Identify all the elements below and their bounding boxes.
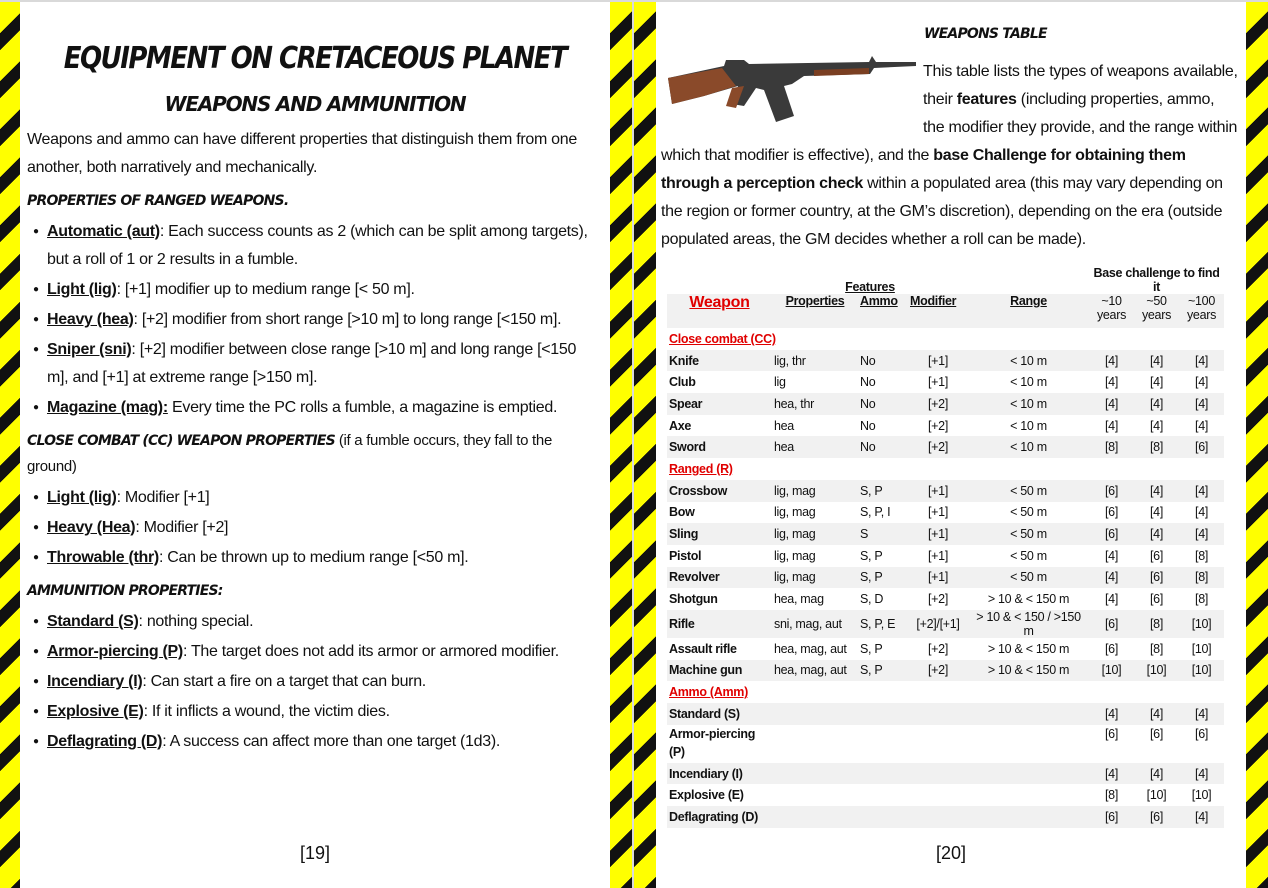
- cc-note: (if a fumble occurs, they fall to the ground): [27, 432, 552, 475]
- property-term: Heavy (hea): [47, 311, 134, 328]
- challenge-10-years-cell: [4]: [1105, 592, 1118, 607]
- challenge-100-years-cell: [10]: [1191, 788, 1212, 803]
- challenge-10-years-cell: [4]: [1105, 418, 1118, 433]
- property-term: Heavy (Hea): [47, 519, 136, 536]
- challenge-10-years-cell: [8]: [1105, 788, 1118, 803]
- property-item: [47, 336, 600, 392]
- properties-cell: sni, mag, aut: [772, 610, 858, 638]
- range-cell: > 10 & < 150 m: [987, 592, 1070, 607]
- range-cell: > 10 & < 150 m: [968, 660, 1089, 682]
- column-header-label: Modifier: [910, 294, 957, 308]
- table-row: [667, 638, 1224, 660]
- properties-cell: lig, mag: [774, 548, 816, 563]
- table-row: [667, 784, 1224, 806]
- intro-text: Weapons and ammo can have different properties that distinguish them from one another, both narratively and mechanically.: [27, 131, 577, 176]
- weapon-cell: Bow: [669, 505, 695, 520]
- modifier-cell: [+1]: [928, 505, 948, 520]
- challenge-10-years-cell: [4]: [1089, 703, 1134, 725]
- ammo-cell: S, P, E: [858, 610, 908, 638]
- table-row: [667, 703, 1224, 725]
- challenge-100-years-cell: [4]: [1195, 418, 1209, 433]
- modifier-cell: [+1]: [908, 480, 968, 502]
- modifier-cell: [+2]: [908, 436, 968, 458]
- challenge-100-years-cell: [8]: [1195, 592, 1209, 607]
- property-term: Explosive (E): [47, 703, 144, 720]
- weapon-cell: Incendiary (I): [667, 763, 772, 785]
- property-description: : Modifier [+2]: [135, 519, 229, 536]
- properties-cell: [772, 703, 858, 725]
- property-description: : [+2] modifier between close range [>10 m] and long range [<150 m], and [+1] at extreme range [>150 m].: [47, 341, 577, 386]
- property-item: [47, 698, 600, 726]
- property-term: Incendiary (I): [47, 673, 143, 690]
- properties-cell: hea, mag, aut: [774, 641, 847, 656]
- section-title: [667, 681, 1224, 703]
- range-cell: < 50 m: [968, 480, 1089, 502]
- property-description: : A success can affect more than one target (1d3).: [162, 733, 501, 750]
- table-row: [667, 806, 1224, 828]
- ammo-properties-list: [47, 608, 600, 756]
- property-description: : Each success counts as 2 (which can be split among targets), but a roll of 1 or 2 results in a fumble.: [47, 223, 588, 268]
- property-item: [47, 276, 600, 304]
- weapon-cell: Sword: [667, 436, 772, 458]
- section-title: [667, 458, 1224, 480]
- table-group-header-row: [667, 266, 1224, 294]
- page-20: [656, 2, 1246, 888]
- ammo-cell: [858, 725, 908, 763]
- weapon-cell: Axe: [669, 418, 692, 433]
- property-description: : If it inflicts a wound, the victim dies.: [143, 703, 390, 720]
- challenge-100-years-cell: [4]: [1179, 480, 1224, 502]
- range-cell: < 50 m: [968, 523, 1089, 545]
- challenge-10-years-cell: [4]: [1089, 393, 1134, 415]
- weapon-cell: Deflagrating (D): [667, 806, 772, 828]
- ammo-cell: S: [858, 523, 908, 545]
- column-header: ~100 years: [1179, 294, 1224, 328]
- modifier-cell: [908, 763, 968, 785]
- weapon-cell: Assault rifle: [669, 641, 737, 656]
- weapon-cell: Armor-piercing (P): [669, 726, 756, 759]
- table-row: [667, 588, 1224, 610]
- features-group-header: [772, 266, 968, 294]
- challenge-50-years-cell: [4]: [1134, 350, 1179, 372]
- table-row: [667, 350, 1224, 372]
- challenge-10-years-cell: [4]: [1089, 567, 1134, 589]
- properties-cell: hea, mag, aut: [772, 660, 858, 682]
- weapon-cell: Explosive (E): [669, 788, 744, 803]
- section-title: WEAPONS AND AMMUNITION: [164, 92, 466, 116]
- modifier-cell: [+1]: [928, 548, 948, 563]
- challenge-100-years-cell: [4]: [1179, 703, 1224, 725]
- property-description: : nothing special.: [138, 613, 254, 630]
- challenge-50-years-cell: [6]: [1134, 806, 1179, 828]
- range-cell: > 10 & < 150 m: [987, 641, 1070, 656]
- table-header-row: [667, 294, 1224, 328]
- ammo-cell: [858, 784, 908, 806]
- property-term: Deflagrating (D): [47, 733, 163, 750]
- ammo-cell: No: [858, 393, 908, 415]
- range-cell: < 10 m: [968, 393, 1089, 415]
- range-cell: < 10 m: [1010, 418, 1047, 433]
- hazard-stripe-center-right: [634, 2, 656, 888]
- modifier-cell: [+2]: [908, 393, 968, 415]
- challenge-100-years-cell: [6]: [1195, 726, 1209, 741]
- weapon-cell: Club: [669, 375, 696, 390]
- weapon-cell: Spear: [667, 393, 772, 415]
- challenge-50-years-cell: [6]: [1150, 726, 1163, 741]
- challenge-10-years-cell: [10]: [1089, 660, 1134, 682]
- weapon-cell: Pistol: [669, 548, 702, 563]
- challenge-50-years-cell: [4]: [1134, 703, 1179, 725]
- column-header: [667, 294, 772, 328]
- property-item: [47, 608, 600, 636]
- property-item: [47, 638, 600, 666]
- modifier-cell: [+1]: [908, 523, 968, 545]
- challenge-50-years-cell: [4]: [1134, 523, 1179, 545]
- challenge-50-years-cell: [4]: [1134, 763, 1179, 785]
- ammo-heading: AMMUNITION PROPERTIES:: [27, 583, 223, 599]
- page-number: [19]: [299, 843, 331, 863]
- challenge-10-years-cell: [4]: [1105, 548, 1118, 563]
- properties-cell: [772, 763, 858, 785]
- properties-cell: [772, 725, 858, 763]
- properties-cell: lig, mag: [772, 567, 858, 589]
- weapons-table-intro: [661, 58, 1238, 254]
- section-title-label: Ranged (R): [669, 461, 733, 476]
- table-row: [667, 393, 1224, 415]
- intro-part: within a populated area (this may vary depending on the region or former country, at the GM’s discretion), depending on the era (outside populated areas, the GM decides whether a roll can be made).: [661, 175, 1223, 248]
- table-row: [667, 415, 1224, 437]
- challenge-10-years-cell: [6]: [1105, 505, 1118, 520]
- section-row: [667, 328, 1224, 350]
- property-description: Every time the PC rolls a fumble, a magazine is emptied.: [167, 399, 558, 416]
- property-item: [47, 306, 600, 334]
- properties-cell: lig: [774, 375, 786, 390]
- weapon-cell: Standard (S): [667, 703, 772, 725]
- column-header: ~50 years: [1134, 294, 1179, 328]
- challenge-100-years-cell: [4]: [1195, 375, 1209, 390]
- ammo-cell: No: [860, 418, 876, 433]
- weapons-table-heading: WEAPONS TABLE: [924, 26, 1047, 42]
- table-row: [667, 660, 1224, 682]
- challenge-50-years-cell: [6]: [1134, 567, 1179, 589]
- intro-bold: base Challenge for obtaining them through a perception check: [661, 147, 1186, 192]
- challenge-100-years-cell: [4]: [1195, 505, 1209, 520]
- property-term: Standard (S): [47, 613, 139, 630]
- column-header-label: Ammo: [860, 294, 898, 308]
- ammo-cell: [858, 763, 908, 785]
- challenge-10-years-cell: [4]: [1089, 350, 1134, 372]
- modifier-cell: [+1]: [908, 567, 968, 589]
- hazard-stripe-right: [1246, 2, 1268, 888]
- challenge-50-years-cell: [10]: [1146, 788, 1167, 803]
- challenge-50-years-cell: [4]: [1150, 375, 1163, 390]
- challenge-10-years-cell: [4]: [1089, 763, 1134, 785]
- table-row: [667, 480, 1224, 502]
- modifier-cell: [+2]: [928, 641, 948, 656]
- property-item: [47, 218, 600, 274]
- modifier-cell: [+2]: [928, 418, 948, 433]
- challenge-50-years-cell: [4]: [1134, 393, 1179, 415]
- properties-cell: hea, mag: [774, 592, 824, 607]
- range-cell: > 10 & < 150 / >150 m: [968, 610, 1089, 638]
- range-cell: < 10 m: [968, 350, 1089, 372]
- properties-cell: hea, thr: [772, 393, 858, 415]
- challenge-100-years-cell: [10]: [1191, 641, 1212, 656]
- ammo-cell: S, P, I: [860, 505, 891, 520]
- properties-cell: lig, mag: [774, 505, 816, 520]
- range-cell: [968, 763, 1089, 785]
- range-cell: < 50 m: [968, 567, 1089, 589]
- ammo-cell: S, P: [858, 480, 908, 502]
- property-term: Armor-piercing (P): [47, 643, 183, 660]
- ammo-cell: S, P: [860, 548, 883, 563]
- property-term: Magazine (mag):: [47, 399, 168, 416]
- property-term: Light (lig): [47, 281, 117, 298]
- range-cell: < 10 m: [968, 436, 1089, 458]
- properties-cell: [772, 806, 858, 828]
- weapon-cell: Shotgun: [669, 592, 718, 607]
- ammo-cell: S, P: [858, 567, 908, 589]
- column-header: [858, 294, 908, 328]
- property-item: [47, 544, 600, 572]
- property-description: : [+2] modifier from short range [>10 m] to long range [<150 m].: [133, 311, 562, 328]
- weapon-cell: Knife: [667, 350, 772, 372]
- page-title: EQUIPMENT ON CRETACEOUS PLANET: [63, 41, 567, 77]
- table-row: [667, 545, 1224, 567]
- weapon-cell: Machine gun: [667, 660, 772, 682]
- challenge-100-years-cell: [4]: [1179, 393, 1224, 415]
- weapon-cell: Rifle: [667, 610, 772, 638]
- features-label: Features: [845, 280, 895, 294]
- property-description: : Modifier [+1]: [116, 489, 210, 506]
- challenge-50-years-cell: [8]: [1134, 610, 1179, 638]
- column-header-label: Range: [1010, 294, 1047, 308]
- challenge-10-years-cell: [4]: [1105, 375, 1118, 390]
- ammo-cell: [858, 806, 908, 828]
- ranged-heading: PROPERTIES OF RANGED WEAPONS.: [27, 193, 289, 209]
- column-header: [908, 294, 968, 328]
- challenge-10-years-cell: [6]: [1089, 480, 1134, 502]
- properties-cell: [772, 784, 858, 806]
- properties-cell: hea: [772, 436, 858, 458]
- challenge-100-years-cell: [10]: [1179, 660, 1224, 682]
- table-row: [667, 763, 1224, 785]
- ammo-cell: [858, 703, 908, 725]
- challenge-50-years-cell: [6]: [1150, 592, 1163, 607]
- intro-bold: features: [956, 91, 1017, 108]
- range-cell: < 50 m: [1010, 505, 1047, 520]
- base-challenge-header: Base challenge to find it: [1093, 266, 1220, 294]
- range-cell: < 50 m: [1010, 548, 1047, 563]
- column-header-label: Weapon: [689, 294, 750, 311]
- challenge-50-years-cell: [8]: [1150, 641, 1163, 656]
- challenge-100-years-cell: [10]: [1179, 610, 1224, 638]
- table-row: [667, 725, 1224, 763]
- range-cell: [968, 725, 1089, 763]
- ammo-cell: No: [858, 436, 908, 458]
- modifier-cell: [908, 806, 968, 828]
- challenge-50-years-cell: [4]: [1150, 418, 1163, 433]
- intro-part: This table lists the types of weapons available, their: [923, 63, 1238, 108]
- properties-cell: lig, thr: [772, 350, 858, 372]
- challenge-50-years-cell: [6]: [1150, 548, 1163, 563]
- challenge-100-years-cell: [4]: [1179, 806, 1224, 828]
- modifier-cell: [908, 784, 968, 806]
- section-title: [667, 328, 1224, 350]
- modifier-cell: [+2]: [928, 592, 948, 607]
- properties-cell: lig, mag: [772, 523, 858, 545]
- section-row: [667, 681, 1224, 703]
- property-term: Automatic (aut): [47, 223, 160, 240]
- cc-heading: [27, 428, 600, 480]
- range-cell: [968, 703, 1089, 725]
- table-row: [667, 610, 1224, 638]
- section-row: [667, 458, 1224, 480]
- property-description: : Can be thrown up to medium range [<50 m].: [158, 549, 469, 566]
- properties-cell: lig, mag: [772, 480, 858, 502]
- cc-heading-text: CLOSE COMBAT (CC) WEAPON PROPERTIES: [27, 433, 335, 449]
- challenge-10-years-cell: [6]: [1105, 726, 1118, 741]
- property-item: [47, 668, 600, 696]
- blank: [968, 266, 1089, 294]
- property-description: : Can start a fire on a target that can burn.: [142, 673, 426, 690]
- property-term: Light (lig): [47, 489, 117, 506]
- challenge-50-years-cell: [8]: [1134, 436, 1179, 458]
- property-item: [47, 728, 600, 756]
- property-description: : [+1] modifier up to medium range [< 50 m].: [116, 281, 415, 298]
- challenge-10-years-cell: [6]: [1089, 610, 1134, 638]
- challenge-50-years-cell: [4]: [1150, 505, 1163, 520]
- intro-part: (including properties, ammo, the modifier they provide, and the range within which that modifier is effective), and the: [661, 91, 1238, 164]
- challenge-100-years-cell: [8]: [1195, 548, 1209, 563]
- hazard-stripe-center-left: [610, 2, 632, 888]
- table-row: [667, 371, 1224, 393]
- table-row: [667, 436, 1224, 458]
- challenge-50-years-cell: [4]: [1134, 480, 1179, 502]
- table-row: [667, 567, 1224, 589]
- column-header-label: Properties: [785, 294, 845, 308]
- challenge-10-years-cell: [8]: [1089, 436, 1134, 458]
- page-19: [20, 2, 610, 888]
- challenge-10-years-cell: [6]: [1089, 523, 1134, 545]
- modifier-cell: [+1]: [908, 350, 968, 372]
- ranged-properties-list: [47, 218, 600, 422]
- section-title-label: Ammo (Amm): [669, 685, 748, 700]
- column-header: [772, 294, 858, 328]
- weapon-cell: Revolver: [667, 567, 772, 589]
- challenge-100-years-cell: [4]: [1179, 763, 1224, 785]
- challenge-100-years-cell: [6]: [1179, 436, 1224, 458]
- range-cell: [968, 806, 1089, 828]
- section-title-label: Close combat (CC): [669, 331, 776, 346]
- weapon-cell: Crossbow: [667, 480, 772, 502]
- challenge-10-years-cell: [6]: [1105, 641, 1118, 656]
- property-item: [47, 484, 600, 512]
- challenge-50-years-cell: [10]: [1134, 660, 1179, 682]
- property-term: Throwable (thr): [47, 549, 159, 566]
- modifier-cell: [+2]/[+1]: [908, 610, 968, 638]
- range-cell: [968, 784, 1089, 806]
- ammo-cell: No: [860, 375, 876, 390]
- challenge-10-years-cell: [6]: [1089, 806, 1134, 828]
- challenge-100-years-cell: [8]: [1179, 567, 1224, 589]
- modifier-cell: [908, 725, 968, 763]
- ammo-cell: S, P: [860, 641, 883, 656]
- challenge-100-years-cell: [4]: [1179, 350, 1224, 372]
- column-header: [968, 294, 1089, 328]
- table-row: [667, 502, 1224, 524]
- column-header: ~10 years: [1089, 294, 1134, 328]
- page-number: [20]: [935, 843, 967, 863]
- modifier-cell: [908, 703, 968, 725]
- ammo-cell: S, D: [860, 592, 884, 607]
- properties-cell: hea: [774, 418, 794, 433]
- ammo-cell: S, P: [858, 660, 908, 682]
- ammo-cell: No: [858, 350, 908, 372]
- table-row: [667, 523, 1224, 545]
- modifier-cell: [+2]: [908, 660, 968, 682]
- cc-properties-list: [47, 484, 600, 572]
- challenge-100-years-cell: [4]: [1179, 523, 1224, 545]
- hazard-stripe-left: [0, 2, 20, 888]
- property-term: Sniper (sni): [47, 341, 132, 358]
- range-cell: < 10 m: [1010, 375, 1047, 390]
- modifier-cell: [+1]: [928, 375, 948, 390]
- weapon-cell: Sling: [667, 523, 772, 545]
- property-item: [47, 514, 600, 542]
- property-description: : The target does not add its armor or armored modifier.: [182, 643, 559, 660]
- blank: [667, 266, 772, 294]
- property-item: [47, 394, 600, 422]
- weapons-table: [667, 266, 1224, 828]
